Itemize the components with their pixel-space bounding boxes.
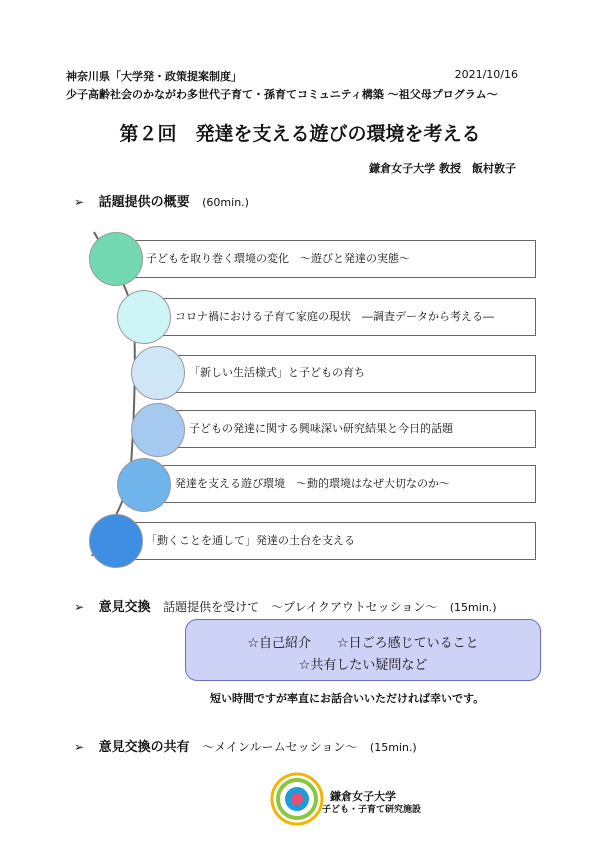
header-date: 2021/10/16 [454, 68, 518, 81]
timeline-text-4: 子どもの発達に関する興味深い研究結果と今日的話題 [189, 422, 453, 435]
timeline-text-5: 発達を支える遊び環境 ～動的環境はなぜ大切なのか～ [175, 477, 450, 490]
discussion-topics-box [185, 619, 541, 681]
timeline-text-3: 「新しい生活様式」と子どもの育ち [189, 366, 365, 379]
section-exchange-label: 意見交換 [98, 600, 151, 615]
discussion-topics-line2: ☆共有したい疑問など [298, 658, 428, 673]
logo-department: 子ども・子育て研究施設 [322, 805, 422, 815]
author-line: 鎌倉女子大学 教授 飯村敦子 [369, 162, 516, 175]
arrow-icon: ➢ [74, 740, 85, 754]
section-share-detail: ～メインルームセッション～ [202, 740, 358, 754]
timeline-circle-5 [117, 458, 171, 512]
section-exchange-heading [74, 596, 497, 615]
timeline-text-2: コロナ禍における子育て家庭の現状 ―調査データから考える― [175, 310, 494, 323]
section-exchange-duration: (15min.) [449, 601, 497, 614]
timeline-circle-1 [89, 232, 143, 286]
arrow-icon: ➢ [74, 600, 85, 614]
section-exchange-detail: 話題提供を受けて ～ブレイクアウトセッション～ [163, 600, 438, 614]
closing-note: 短い時間ですが率直にお話合いいただければ幸いです。 [210, 692, 485, 705]
section-share-label: 意見交換の共有 [98, 740, 190, 755]
section-share-heading [74, 736, 417, 755]
timeline-circle-4 [131, 403, 185, 457]
page-title: 第２回 発達を支える遊びの環境を考える [119, 123, 481, 145]
timeline-text-1: 子どもを取り巻く環境の変化 ～遊びと発達の実態～ [146, 252, 410, 265]
logo-university-name: 鎌倉女子大学 [330, 790, 396, 803]
university-logo-icon [270, 772, 324, 826]
section-overview-label: 話題提供の概要 [98, 195, 190, 210]
timeline-text-6: 「動くことを通して」発達の土台を支える [146, 534, 355, 547]
section-overview-heading [74, 191, 249, 210]
discussion-topics-line1: ☆自己紹介 ☆日ごろ感じていること [247, 636, 479, 651]
header-subtitle: 少子高齢社会のかながわ多世代子育て・孫育てコミュニティ構築 ～祖父母プログラム～ [66, 88, 498, 101]
section-share-duration: (15min.) [369, 741, 417, 754]
arrow-icon: ➢ [74, 195, 85, 209]
timeline-circle-3 [131, 346, 185, 400]
section-overview-duration: (60min.) [202, 196, 249, 209]
timeline-circle-2 [117, 290, 171, 344]
header-organization: 神奈川県「大学発・政策提案制度」 [66, 70, 242, 83]
timeline-circle-6 [89, 514, 143, 568]
